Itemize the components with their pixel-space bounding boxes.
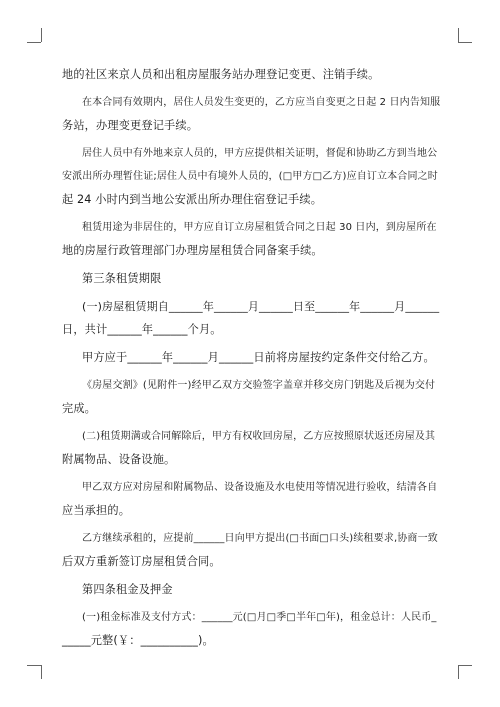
text-line: 租赁用途为非居住的，甲方应自订立房屋租赁合同之日起 30 日内，到房屋所在	[82, 222, 437, 233]
text-line: 《房屋交割》(见附件一)经甲乙双方交验签字盖章并移交房门钥匙及后视为交付	[82, 380, 436, 391]
text-line: 乙方继续承租的，应提前______日向甲方提出(□书面□口头)续租要求,协商一致	[82, 533, 438, 544]
text-line: 在本合同有效期内，居住人员发生变更的，乙方应当自变更之日起 2 日内告知服	[82, 97, 441, 108]
text-line: (二)租赁期满或合同解除后，甲方有权收回房屋，乙方应按照原状返还房屋及其	[82, 431, 436, 442]
text-line: 附属物品、设备设施。	[62, 453, 176, 466]
text-line: 居住人员中有外地来京人员的，甲方应提供相关证明，督促和协助乙方到当地公	[82, 148, 438, 159]
text-line: (一)租金标准及支付方式：______元(□月□季□半年□年)，租金总计：人民币_	[82, 612, 437, 623]
section-heading: 第三条租赁期限	[82, 272, 162, 285]
text-line: 地的房屋行政管理部门办理房屋租赁合同备案手续。	[62, 244, 323, 257]
text-line: 甲乙双方应对房屋和附属物品、设备设施及水电使用等情况进行验收，结清各自	[82, 482, 438, 493]
text-line: 甲方应于______年______月______日前将房屋按约定条件交付给乙方。	[82, 351, 435, 364]
text-line: 务站，办理变更登记手续。	[62, 119, 199, 132]
text-line: 应当承担的。	[62, 504, 131, 517]
text-line: (一)房屋租赁期自______年______月______日至______年______月______	[82, 300, 440, 313]
text-line: 后双方重新签订房屋租赁合同。	[62, 555, 221, 568]
text-line: 日，共计______年______个月。	[62, 323, 222, 336]
text-line: 安派出所办理暂住证;居住人员中有境外人员的，(□甲方□乙方)应自订立本合同之时	[62, 171, 438, 182]
text-line: 完成。	[62, 402, 97, 415]
text-line: _____元整(￥：__________)。	[62, 634, 214, 647]
text-line: 起 24 小时内到当地公安派出所办理住宿登记手续。	[62, 193, 323, 206]
section-heading: 第四条租金及押金	[82, 583, 173, 596]
text-line: 地的社区来京人员和出租房屋服务站办理登记变更、注销手续。	[62, 68, 380, 81]
